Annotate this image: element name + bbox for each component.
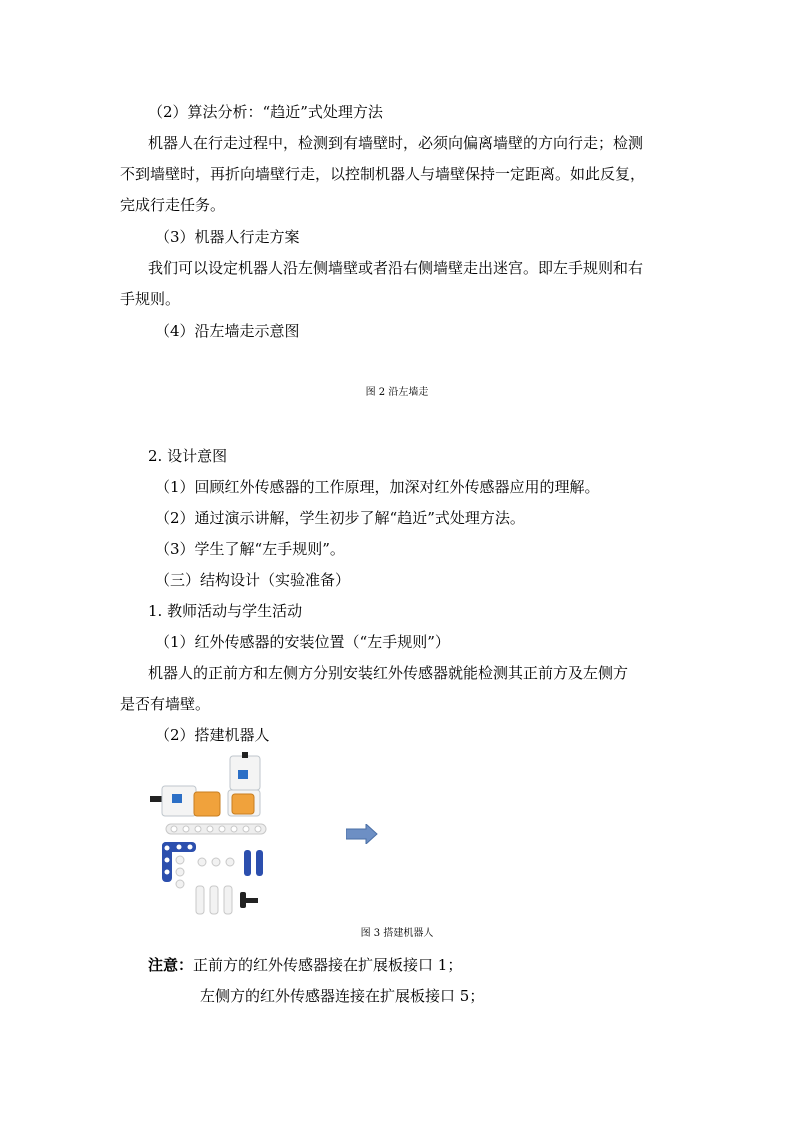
paragraph-line: 机器人在行走过程中，检测到有墙壁时，必须向偏离墙壁的方向行走；检测 — [148, 134, 644, 152]
note-text: 正前方的红外传感器接在扩展板接口 1； — [193, 956, 463, 974]
paragraph-line: 我们可以设定机器人沿左侧墙壁或者沿右侧墙壁走出迷宫。即左手规则和右 — [148, 259, 644, 277]
white-pin — [196, 886, 204, 914]
paragraph-line: 是否有墙壁。 — [120, 695, 211, 713]
design-intent-heading: 2. 设计意图 — [148, 447, 228, 465]
install-position-heading: （1）红外传感器的安装位置（“左手规则”） — [155, 633, 450, 651]
note-line-2: 左侧方的红外传感器连接在扩展板接口 5； — [200, 987, 485, 1005]
paragraph-line: 完成行走任务。 — [120, 196, 226, 214]
black-pin — [240, 892, 246, 908]
activities-heading: 1. 教师活动与学生活动 — [148, 602, 303, 620]
section-heading-diagram: （4）沿左墙走示意图 — [155, 322, 300, 340]
blue-pin — [256, 850, 263, 876]
white-pin — [210, 886, 218, 914]
paragraph-line: 手规则。 — [120, 290, 181, 308]
black-pin-shaft — [246, 898, 258, 903]
section-heading-algorithm: （2）算法分析：“趋近”式处理方法 — [148, 103, 383, 121]
design-intent-item: （2）通过演示讲解，学生初步了解“趋近”式处理方法。 — [155, 509, 525, 527]
design-intent-item: （3）学生了解“左手规则”。 — [155, 540, 345, 558]
design-intent-item: （1）回顾红外传感器的工作原理，加深对红外传感器应用的理解。 — [155, 478, 600, 496]
note-line-1 — [148, 955, 462, 975]
sensor-chip — [238, 770, 248, 779]
sensor-chip — [172, 794, 182, 803]
white-beam — [166, 824, 266, 834]
section-heading-plan: （3）机器人行走方案 — [155, 228, 300, 246]
structure-design-heading: （三）结构设计（实验准备） — [155, 571, 351, 589]
white-pin — [224, 886, 232, 914]
figure-3-caption: 图 3 搭建机器人 — [360, 928, 434, 939]
build-robot-heading: （2）搭建机器人 — [155, 726, 270, 744]
orange-connector — [194, 792, 220, 816]
figure-2-caption: 图 2 沿左墙走 — [365, 387, 429, 398]
sensor-cable — [242, 752, 248, 758]
right-arrow-shape — [346, 824, 378, 844]
paragraph-line: 不到墙壁时，再折向墙壁行走，以控制机器人与墙壁保持一定距离。如此反复， — [120, 165, 646, 183]
paragraph-line: 机器人的正前方和左侧方分别安装红外传感器就能检测其正前方及左侧方 — [148, 664, 629, 682]
blue-pin — [244, 850, 251, 876]
note-label: 注意： — [148, 956, 194, 974]
right-arrow-icon — [346, 824, 378, 848]
orange-connector — [232, 794, 254, 814]
